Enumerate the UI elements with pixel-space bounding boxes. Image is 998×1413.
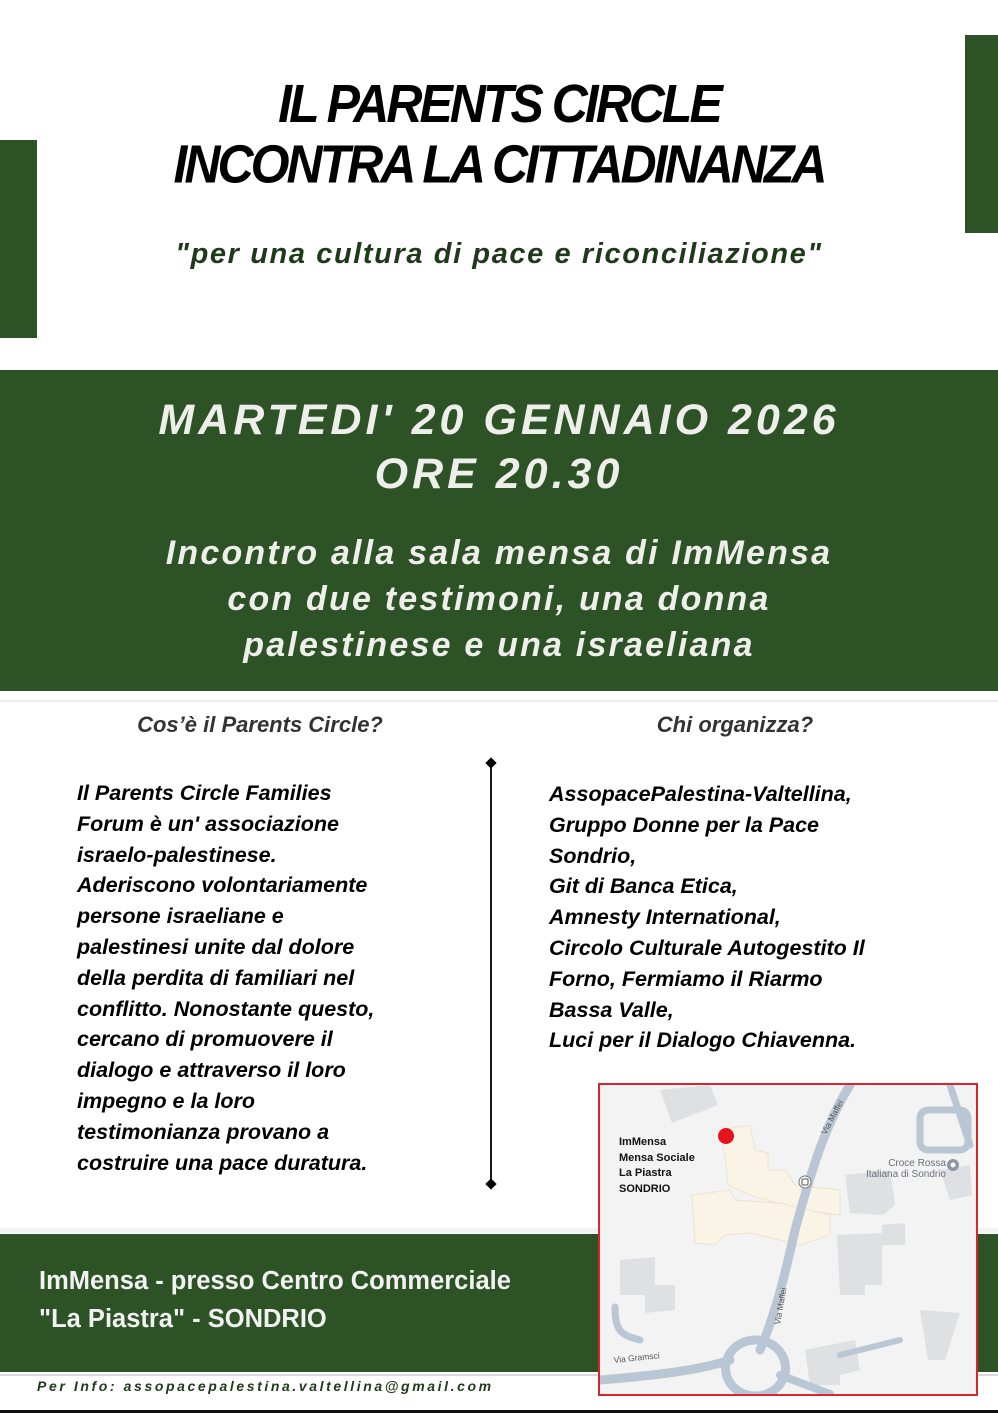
description-line: Incontro alla sala mensa di ImMensa [165, 534, 833, 572]
organizer-line: Gruppo Donne per la Pace [549, 812, 819, 837]
left-column-body [77, 778, 457, 1178]
poster-subtitle: "per una cultura di pace e riconciliazione" [175, 238, 823, 270]
body-line: testimonianza provano a [77, 1119, 330, 1144]
body-line: conflitto. Nonostante questo, [77, 996, 375, 1021]
street-label: Via Maffei [818, 1098, 846, 1136]
venue-line: ImMensa - presso Centro Commerciale [39, 1267, 511, 1295]
divider-diamond-bottom [485, 1178, 496, 1189]
column-divider [490, 764, 492, 1185]
organizer-line: Sondrio, [549, 843, 637, 868]
event-time: ORE 20.30 [374, 450, 624, 498]
event-description [0, 530, 998, 668]
body-line: costruire una pace duratura. [77, 1150, 368, 1175]
poster-title [0, 74, 998, 195]
body-line: cercano di promuovere il [77, 1027, 333, 1052]
description-line: palestinese e una israeliana [243, 626, 755, 664]
body-line: persone israeliane e [77, 904, 284, 929]
body-line: impegno e la loro [77, 1088, 255, 1113]
map-label-line: La Piastra [619, 1167, 672, 1179]
street-label: Via Gramsci [613, 1350, 661, 1365]
body-line: della perdita di familiari nel [77, 965, 355, 990]
contact-info[interactable]: Per Info: assopacepalestina.valtellina@gmail.com [37, 1378, 494, 1394]
organizer-line: Circolo Culturale Autogestito Il [549, 935, 865, 960]
body-line: palestinesi unite dal dolore [77, 934, 355, 959]
divider-diamond-top [485, 757, 496, 768]
map-graphic [600, 1085, 976, 1394]
body-line: israelo-palestinese. [77, 842, 277, 867]
organizer-line: Luci per il Dialogo Chiavenna. [549, 1028, 857, 1053]
street-label: Via Maffei [772, 1286, 789, 1326]
organizers-list [549, 779, 969, 1056]
poi-label [856, 1158, 946, 1180]
title-line-1: IL PARENTS CIRCLE [278, 73, 720, 134]
location-map[interactable] [598, 1083, 978, 1396]
map-venue-label [619, 1135, 695, 1197]
event-date: MARTEDI' 20 GENNAIO 2026 [158, 396, 840, 444]
organizer-line: Amnesty International, [549, 905, 781, 930]
poi-line: Italiana di Sondrio [865, 1169, 946, 1180]
location-marker-icon [718, 1128, 734, 1144]
organizer-line: Bassa Valle, [549, 997, 674, 1022]
title-line-2: INCONTRA LA CITTADINANZA [173, 134, 825, 195]
body-line: Il Parents Circle Families [77, 781, 332, 805]
poi-line: Croce Rossa [888, 1158, 946, 1169]
map-label-line: ImMensa [619, 1136, 667, 1148]
right-column-heading: Chi organizza? [656, 712, 814, 737]
body-line: Forum è un' associazione [77, 811, 339, 836]
body-line: dialogo e attraverso il loro [77, 1058, 346, 1083]
organizer-line: Git di Banca Etica, [549, 874, 738, 899]
body-line: Aderiscono volontariamente [77, 873, 368, 898]
event-datetime [0, 393, 998, 501]
left-column-heading: Cos’è il Parents Circle? [137, 712, 383, 737]
venue-address [39, 1262, 511, 1338]
venue-line: "La Piastra" - SONDRIO [39, 1305, 327, 1333]
map-label-line: SONDRIO [619, 1182, 671, 1195]
section-separator [0, 700, 998, 702]
organizer-line: Forno, Fermiamo il Riarmo [549, 966, 823, 991]
organizer-line: AssopacePalestina-Valtellina, [549, 782, 852, 806]
map-label-line: Mensa Sociale [619, 1151, 695, 1164]
description-line: con due testimoni, una donna [227, 580, 771, 618]
